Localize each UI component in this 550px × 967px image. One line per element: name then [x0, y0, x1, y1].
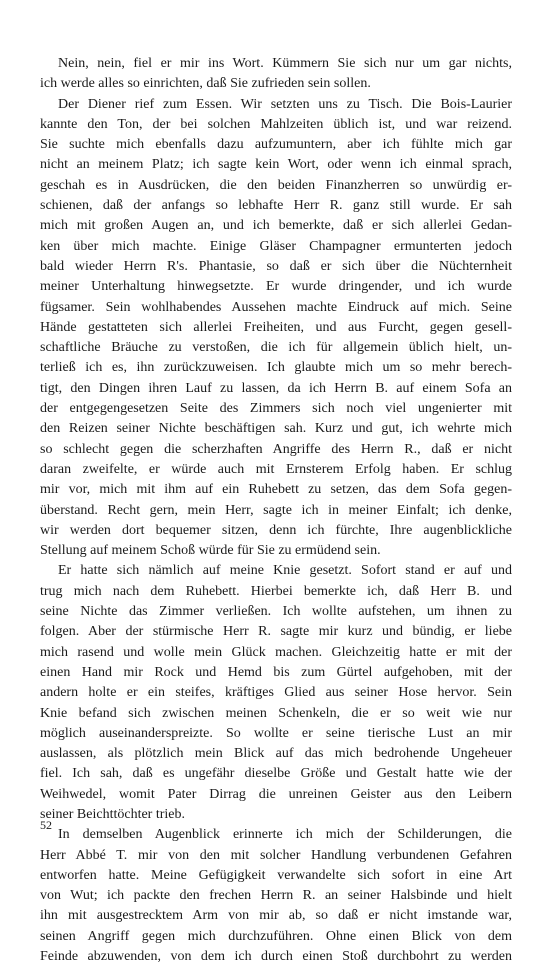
text-line: Knie befand sich zwischen meinen Schenkeln, die er so weit wie nur	[40, 705, 512, 721]
text-line: schaftliche Bräuche zu verstoßen, die ich für allgemein üblich hielt, un-	[40, 340, 512, 356]
text-line: terließ ich es, ihn zurückzuweisen. Ich glaubte mich um so mehr berech-	[40, 360, 512, 376]
page-number: 52	[40, 818, 52, 832]
text-line: seiner Beichttöchter trieb.	[40, 806, 185, 822]
body-text	[40, 54, 512, 967]
text-line: meiner Unterhaltung hinwegsetzte. Er wurde dringender, und ich wurde	[40, 279, 512, 295]
text-line: In demselben Augenblick erinnerte ich mich der Schilderungen, die	[58, 827, 512, 843]
text-line: Herr Abbé T. mir von den mit solcher Handlung verbundenen Gefahren	[40, 847, 512, 863]
text-line: fiel. Ich sah, daß es ungefähr dieselbe Größe und Gestalt hatte wie der	[40, 766, 512, 782]
text-line: möglich auseinanderspreizte. So wollte er seine tierische Lust an mir	[40, 725, 512, 741]
text-line: trug mich nach dem Ruhebett. Hierbei bemerkte ich, daß Herr B. und	[40, 583, 512, 599]
text-line: fügsamer. Sein wohlhabendes Aussehen machte Eindruck auf mich. Seine	[40, 299, 512, 315]
text-line: seinen Angriff gegen mich durchzuführen. Ohne einen Blick von dem	[40, 928, 512, 944]
text-line: daran zweifelte, er würde auch mit Ernsterem Erfolg haben. Er schlug	[40, 461, 512, 477]
text-line: Stellung auf meinem Schoß würde für Sie zu ermüdend sein.	[40, 543, 381, 559]
text-line: einen Hand mir Rock und Hemd bis zum Gürtel aufgehoben, mit der	[40, 664, 512, 680]
text-line: Hände gestatteten sich allerlei Freiheiten, und aus Furcht, gegen gesell-	[40, 319, 512, 335]
text-line: Weihwedel, womit Pater Dirrag die unreinen Geister aus den Leibern	[40, 786, 512, 802]
text-line: den Reizen seiner Nichte beschäftigen sah. Kurz und gut, ich wehrte mich	[40, 421, 512, 437]
text-line: wir werden dort bequemer sitzen, denn ich fürchte, Ihre augenblickliche	[40, 522, 512, 538]
text-line: tigt, den Dingen ihren Lauf zu lassen, da ich Herrn B. auf einem Sofa an	[40, 380, 512, 396]
text-line: bald wieder Herrn R's. Phantasie, so daß er sich über die Nüchternheit	[40, 258, 512, 274]
text-line: auslassen, als plötzlich mein Blick auf das mich bedrohende Ungeheuer	[40, 746, 512, 762]
text-line: mich mit großen Augen an, und ich bemerkte, daß er sich allerlei Gedan-	[40, 218, 512, 234]
text-line: so schlecht gegen die scherzhaften Angriffe des Herrn R., daß er nicht	[40, 441, 512, 457]
text-line: geschah es in Ausdrücken, die den beiden Finanzherren so unwürdig er-	[40, 177, 512, 193]
text-line: mich rasend und wolle mein Glück machen. Gleichzeitig hatte er mit der	[40, 644, 512, 660]
text-line: Nein, nein, fiel er mir ins Wort. Kümmern Sie sich nur um gar nichts,	[58, 56, 512, 71]
text-line: schienen, daß der anfangs so lebhafte Herr R. ganz still wurde. Er sah	[40, 198, 512, 214]
text-line: entworfen hatte. Meine Gefügigkeit verwandelte sich sofort in eine Art	[40, 867, 512, 883]
text-line: seine Nichte das Zimmer verließen. Ich wollte aufstehen, um ihnen zu	[40, 604, 512, 620]
text-line: überstand. Recht gern, mein Herr, sagte ich in meiner Einfalt; ich denke,	[40, 502, 512, 518]
text-line: ihn mit ausgestrecktem Arm von mir ab, so daß er nicht imstande war,	[40, 908, 512, 924]
text-line: folgen. Aber der stürmische Herr R. sagte mir kurz und bündig, er liebe	[40, 624, 512, 640]
text-line: ich werde alles so einrichten, daß Sie zufrieden sein sollen.	[40, 76, 371, 92]
text-line: kannte den Ton, der bei solchen Mahlzeiten üblich ist, und war reizend.	[40, 116, 512, 132]
text-line: der entgegengesetzen Seite des Zimmers sich noch viel ungenierter mit	[40, 401, 512, 417]
text-line: nicht an meinem Platz; ich sagte kein Wort, oder wenn ich einmal sprach,	[40, 157, 512, 173]
text-line: Der Diener rief zum Essen. Wir setzten uns zu Tisch. Die Bois-Laurier	[58, 96, 512, 112]
text-line: andern holte er ein steifes, kräftiges Glied aus seiner Hose hervor. Sein	[40, 685, 512, 701]
text-line: Feinde abzuwenden, von dem ich durch einen Stoß durchbohrt zu werden	[40, 949, 512, 965]
text-line: von Wut; ich packte den frechen Herrn R. an seiner Halsbinde und hielt	[40, 888, 512, 904]
text-line: Er hatte sich nämlich auf meine Knie gesetzt. Sofort stand er auf und	[58, 563, 512, 579]
text-line: ken über mich machte. Einige Gläser Champagner ermunterten jedoch	[40, 238, 512, 254]
text-line: Sie suchte mich ebenfalls dazu aufzumuntern, aber ich fühlte mich gar	[40, 137, 512, 153]
text-line: mir vor, mich mit ihm auf ein Ruhebett zu setzen, das dem Sofa gegen-	[40, 482, 512, 498]
